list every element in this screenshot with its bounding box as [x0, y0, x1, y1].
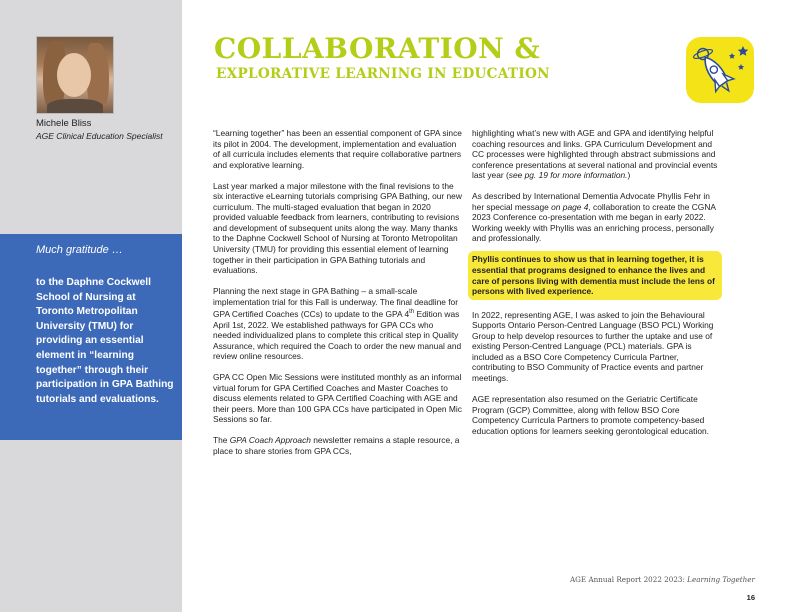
paragraph: The GPA Coach Approach newsletter remains a staple resource, a place to share stories from GPA CCs,	[213, 435, 460, 457]
paragraph: highlighting what’s new with AGE and GPA and identifying helpful coaching resources and links. GPA Curriculum Development and CC processes were highlighted through abstract submissions and conference presentations at several national and provincial events last year (see pg. 19 for more information.)	[472, 128, 718, 181]
paragraph: GPA CC Open Mic Sessions were instituted monthly as an informal virtual forum for GPA Certified Coaches and Master Coaches to discuss elements related to GPA Certified Coaching with AGE and their peers. More than 100 GPA CCs have participated in Open Mic Sessions so far.	[213, 372, 462, 425]
gratitude-body: to the Daphne Cockwell School of Nursing at Toronto Metropolitan University (TMU) for providing an essential element in “learning together” through their participation in GPA Bathing tutorials and evaluations.	[36, 277, 174, 405]
sidebar	[0, 0, 182, 612]
paragraph: In 2022, representing AGE, I was asked to join the Behavioural Supports Ontario Person-Centred Language (BSO PCL) Working Group to help develop resources to further the uptake and use of existing Person-Centred Language (PCL) materials. GPA is included as a BSO Core Competency Curricula Partner, contributing to BSO Community of Practice events and partner meetings.	[472, 309, 714, 383]
rocket-icon	[686, 37, 754, 103]
paragraph: “Learning together” has been an essential component of GPA since its pilot in 2004. The development, implementation and evaluation of all curricula includes elements that require collaborative partners and explorative learning.	[213, 128, 462, 170]
paragraph: Planning the next stage in GPA Bathing – a small-scale implementation trial for this Fall is underway. The final deadline for GPA Certified Coaches (CCs) to update to the GPA 4th Edition was April 1st, 2022. We established pathways for GPA CCs who needed individualized plans to complete this critical step in Quality Assurance, which required the Coach to order the new manual and review online resources.	[213, 286, 462, 362]
body-column-right	[472, 128, 718, 447]
page-title: COLLABORATION &	[214, 32, 541, 65]
paragraph: As described by International Dementia Advocate Phyllis Fehr in her special message on page 4, collaboration to create the CGNA 2023 Conference co-presentation with me began in early 2022. Working weekly with Phyllis was an enriching process, personally and professionally.	[472, 191, 716, 244]
profile-name: Michele Bliss	[36, 118, 92, 129]
profile-photo	[36, 36, 114, 114]
profile-role: AGE Clinical Education Specialist	[36, 131, 163, 141]
rocket-badge	[686, 37, 754, 103]
page-subtitle: EXPLORATIVE LEARNING IN EDUCATION	[216, 66, 550, 82]
footer-report-title: AGE Annual Report 2022 2023: Learning Together	[569, 575, 755, 584]
paragraph: Last year marked a major milestone with the final revisions to the six interactive eLearning tutorials comprising GPA Bathing, our new curriculum. The multi-staged evaluation that began in 2020 provided valuable feedback from learners, contributing to revisions and development of subsequent units along the way. Many thanks to the Daphne Cockwell School of Nursing at Toronto Metropolitan University (TMU) for providing this essential element of learning together in their participation in GPA Bathing tutorials and evaluations.	[213, 180, 462, 276]
paragraph: AGE representation also resumed on the Geriatric Certificate Program (GCP) Committee, along with fellow BSO Core Competency Curricula Partners to promote competency-based education options for learners seeking gerontological education.	[472, 393, 709, 436]
body-column-left	[213, 128, 463, 467]
gratitude-title: Much gratitude …	[36, 244, 123, 256]
highlighted-quote: Phyllis continues to show us that in learning together, it is essential that programs designed to enhance the lives and care of persons living with dementia must include the lens of persons with lived experience.	[468, 251, 722, 299]
gratitude-callout	[0, 234, 182, 440]
page-number: 16	[746, 593, 755, 602]
